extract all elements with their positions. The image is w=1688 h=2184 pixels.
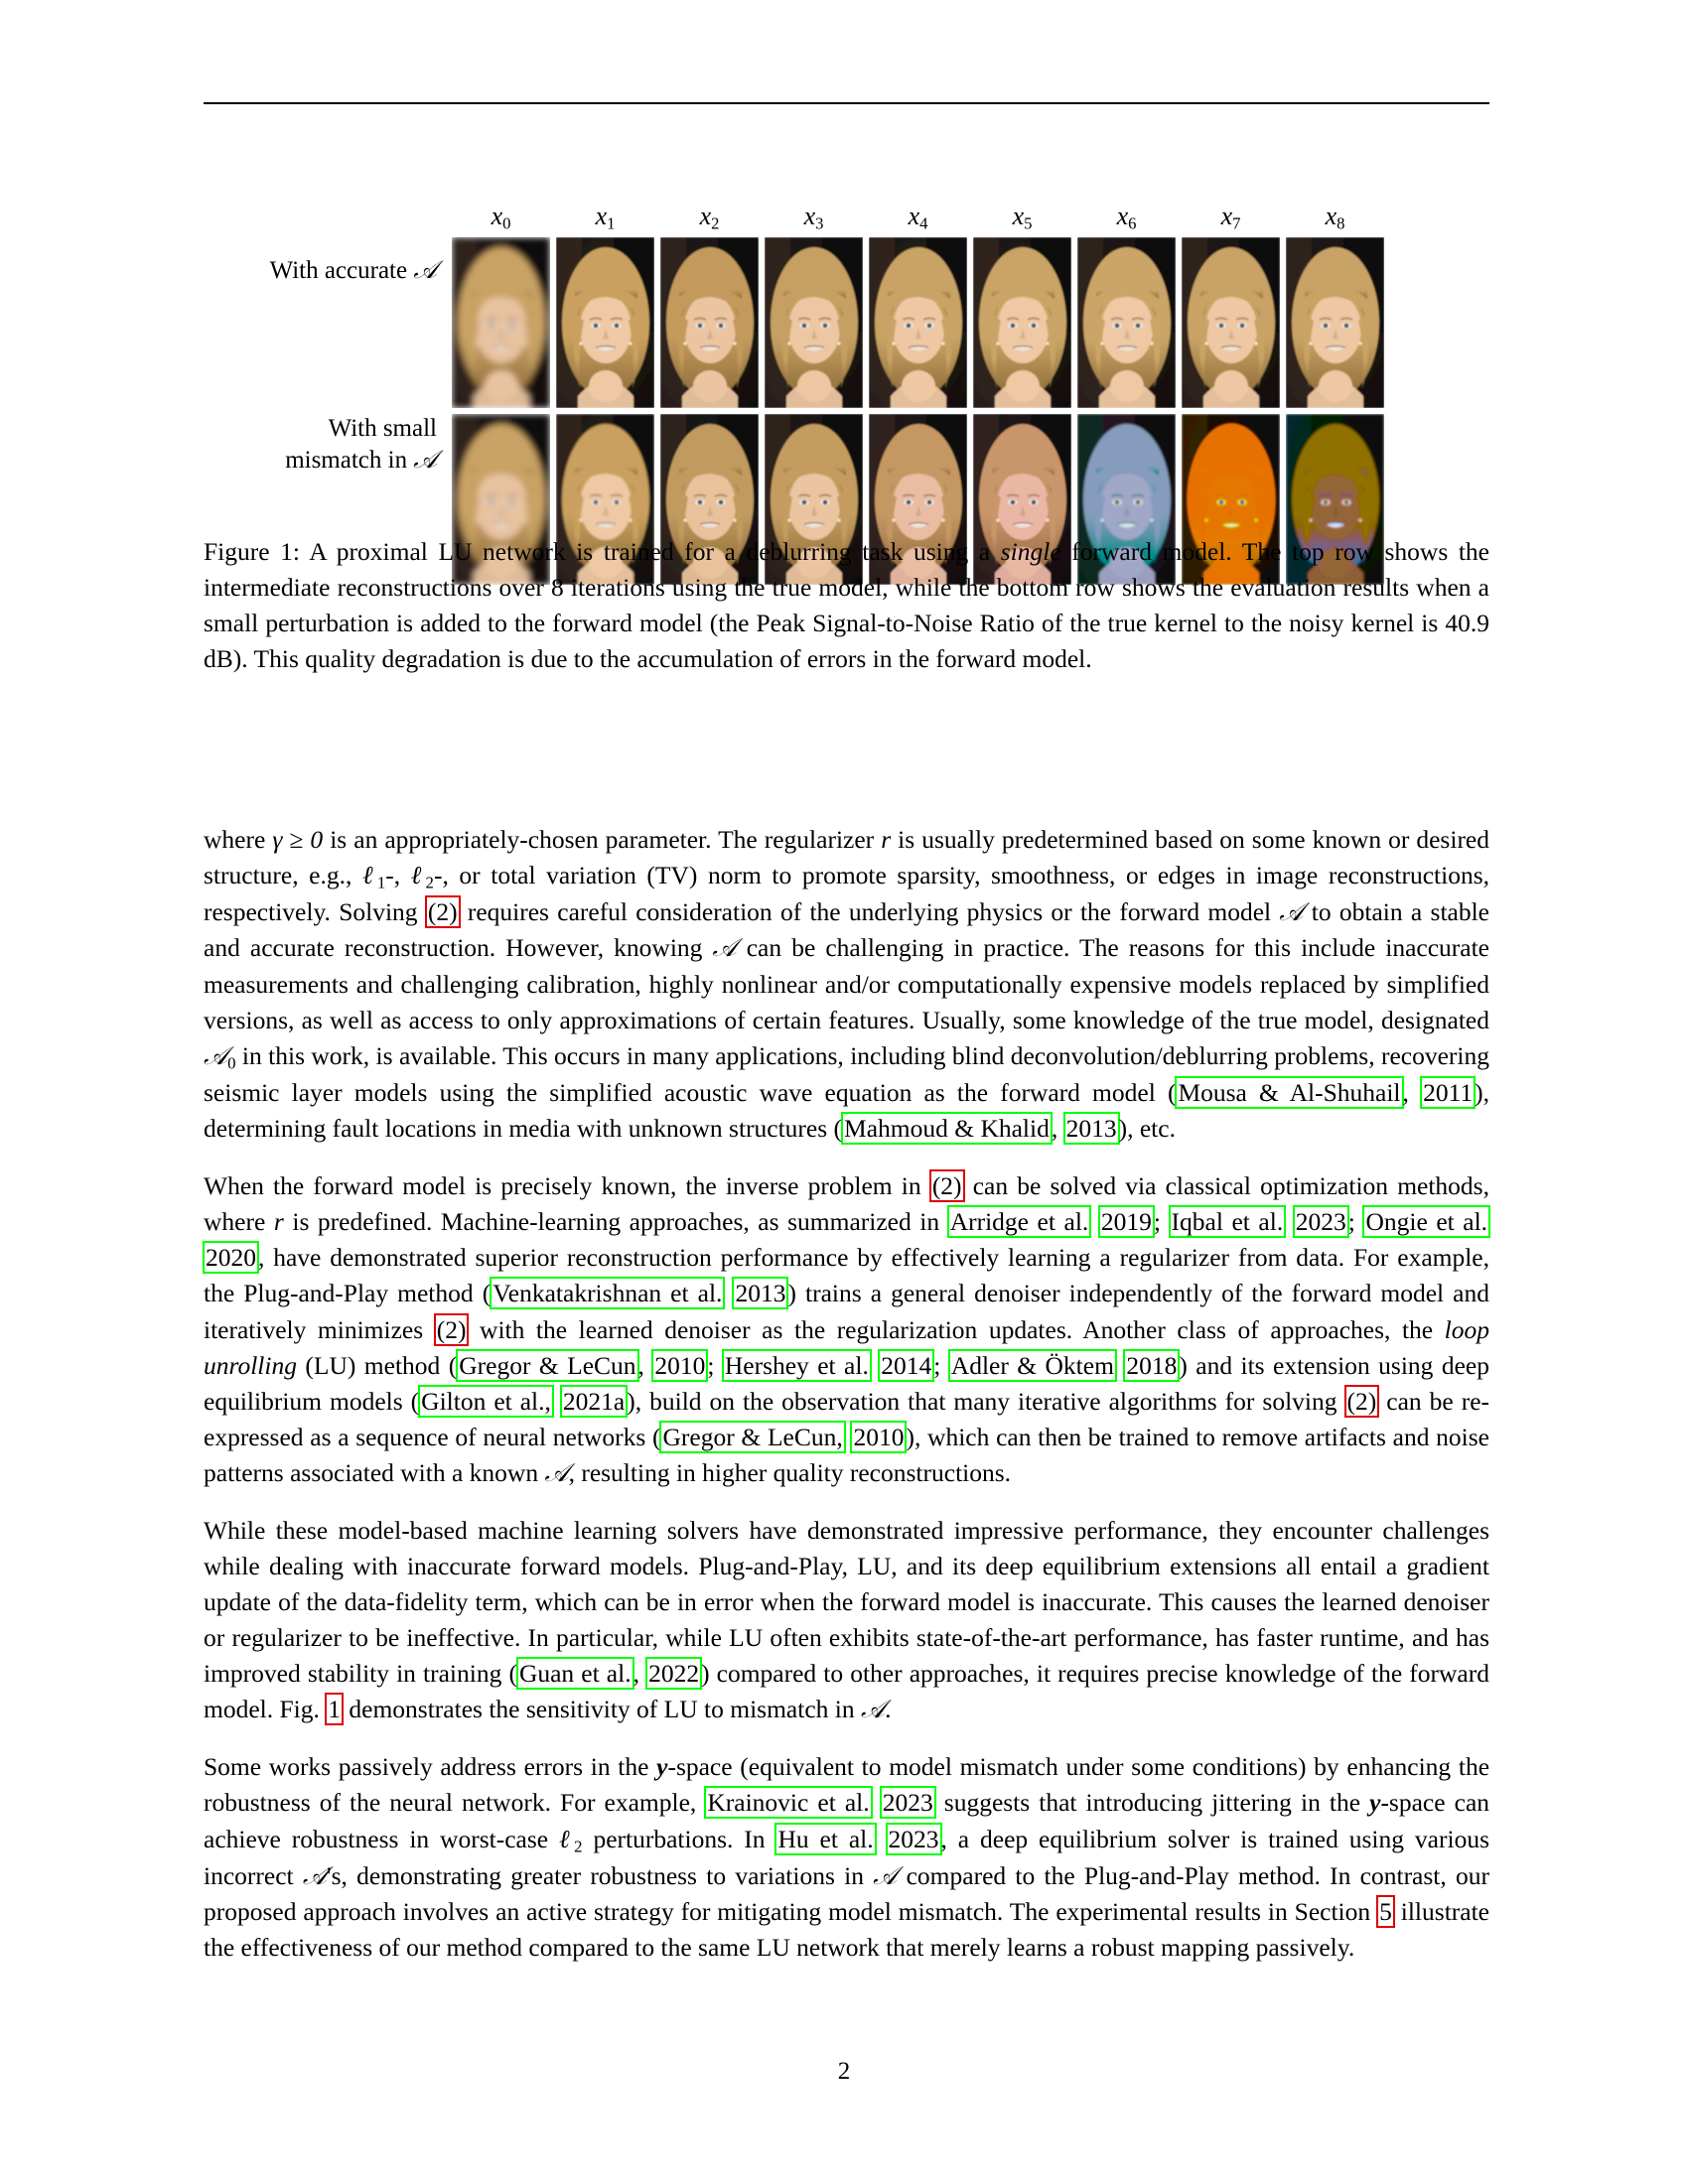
text-run: requires careful consideration of the underlying physics or the forward model <box>459 897 1280 927</box>
math-cal-A: 𝒜 <box>1279 897 1304 928</box>
text-run: ) compared to other approaches, it requires precise knowledge of the forward model. Fig. <box>204 1659 1489 1724</box>
figure-image-accurate-forward-model-row-x2 <box>660 237 759 408</box>
figure-ref-1[interactable]: 1 <box>325 1693 344 1725</box>
text-run: ; <box>707 1350 723 1380</box>
math-cal-A: 𝒜 <box>544 1457 569 1488</box>
row-label-accurate-text: With accurate <box>269 257 408 284</box>
accurate-forward-model-row <box>452 237 1390 408</box>
text-run: with the learned denoiser as the regularization updates. Another class of approaches, the <box>468 1314 1445 1344</box>
citation-hu-author[interactable]: Hu et al. <box>774 1823 876 1855</box>
text-run: ; <box>933 1350 949 1380</box>
text-run: is an appropriately-chosen parameter. The regularizer <box>323 825 882 854</box>
math-cal-A-zero: 𝒜 <box>204 1040 228 1071</box>
figure-column-label-x0: $x_0$ <box>491 202 511 233</box>
citation-iqbal-year[interactable]: 2023 <box>1293 1205 1349 1238</box>
figure-column-label-x5: $x_5$ <box>1012 202 1033 233</box>
figure-image-accurate-forward-model-row-x1 <box>556 237 654 408</box>
math-cal-A-zero-subscript: 0 <box>227 1053 236 1073</box>
math-y: y <box>656 1752 668 1782</box>
figure-caption-part1: A proximal LU network is trained for a deblurring task using a <box>300 537 1001 566</box>
body-text <box>204 822 1489 1966</box>
math-ell-1-subscript: 1 <box>376 873 386 892</box>
citation-krainovic-author[interactable]: Krainovic et al. <box>704 1786 872 1819</box>
figure-image-accurate-forward-model-row-x7 <box>1182 237 1280 408</box>
citation-iqbal-author[interactable]: Iqbal et al. <box>1169 1205 1287 1238</box>
figure-1 <box>204 204 1489 591</box>
figure-row-label-accurate <box>204 255 437 287</box>
math-cal-A: 𝒜 <box>302 1860 327 1891</box>
math-cal-A: 𝒜 <box>860 1695 886 1725</box>
math-r: r <box>881 825 892 854</box>
citation-guan-year[interactable]: 2022 <box>645 1657 702 1690</box>
citation-gregor-lecun-author[interactable]: Gregor & LeCun <box>456 1349 638 1382</box>
citation-guan-author[interactable]: Guan et al. <box>516 1657 634 1690</box>
text-run: can be solved via classical optimization methods, where <box>204 1171 1489 1237</box>
figure-image-accurate-forward-model-row-x8 <box>1286 237 1384 408</box>
text-run: ), which can then be trained to remove artifacts and noise patterns associated with a known <box>204 1422 1489 1487</box>
text-run: While these model-based machine learning solvers have demonstrated impressive performance, they encounter challenges while dealing with inaccurate forward models. Plug-and-Play, LU, and its deep equilibrium extensions all entail a gradient update of the data-fidelity term, which can be in error when the forward model is inaccurate. This causes the learned denoiser or regularizer to be ineffective. In particular, while LU often exhibits state-of-the-art performance, has faster runtime, and has improved stability in training ( <box>204 1515 1489 1689</box>
citation-arridge-year[interactable]: 2019 <box>1098 1205 1155 1238</box>
emphasis-loop-unrolling: loop unrolling <box>204 1314 1490 1380</box>
figure-caption-emph: single <box>1000 537 1061 566</box>
text-run: ), build on the observation that many iterative algorithms for solving <box>627 1386 1345 1416</box>
text-run: perturbations. In <box>582 1824 776 1853</box>
text-run: , resulting in higher quality reconstructions. <box>568 1457 1012 1487</box>
citation-krainovic-year[interactable]: 2023 <box>880 1786 936 1819</box>
text-run: -space (equivalent to model mismatch under some conditions) by enhancing the robustness of the neural network. For example, <box>204 1752 1490 1818</box>
text-run: (LU) method ( <box>296 1350 458 1380</box>
math-ell-1: ℓ <box>361 861 377 890</box>
text-run: When the forward model is precisely known, the inverse problem in <box>204 1171 930 1201</box>
figure-column-label-x3: $x_3$ <box>803 202 824 233</box>
figure-column-label-x6: $x_6$ <box>1116 202 1137 233</box>
text-run: , a deep equilibrium solver is trained using various incorrect <box>204 1824 1489 1890</box>
text-run: illustrate the effectiveness of our method compared to the same LU network that merely learns a robust mapping passively. <box>204 1896 1489 1963</box>
row-label-mismatch-line1: With small <box>328 415 437 442</box>
page-number: 2 <box>837 2058 851 2085</box>
citation-adler-oktem-author[interactable]: Adler & Öktem <box>948 1349 1117 1382</box>
citation-gilton-year[interactable]: 2021a <box>560 1385 628 1418</box>
figure-caption-part2: forward model. The top row shows the intermediate reconstructions over 8 iterations using the true model, while the bottom row shows the evaluation results when a small perturbation is added to the forward model (the Peak Signal-to-Noise Ratio of the true kernel to the noisy kernel is 40.9 dB). This quality degradation is due to the accumulation of errors in the forward model. <box>204 537 1489 674</box>
row-label-mismatch-line2: mismatch in <box>285 446 408 474</box>
citation-gregor-lecun-year[interactable]: 2010 <box>651 1349 708 1382</box>
figure-caption-label: Figure 1: <box>204 537 301 566</box>
text-run: -, <box>385 861 411 890</box>
caligraphic-A-icon: 𝒜 <box>413 255 437 284</box>
figure-column-labels <box>452 204 1390 232</box>
text-run: ), etc. <box>1118 1114 1176 1144</box>
text-run: -, or total variation (TV) norm to promote sparsity, smoothness, or edges in image reconstructions, respectively. Solving <box>204 861 1489 927</box>
figure-image-accurate-forward-model-row-x4 <box>869 237 967 408</box>
paragraph-1: where γ ≥ 0 is an appropriately-chosen parameter. The regularizer r is usually predetermined based on some known or desired structure, e.g., ℓ$_1$-, ℓ$_2$-, or total variation (TV) norm to promote sparsity, smoothness, or edges in image reconstructions, respectively. Solving (2) requires careful consideration of the underlying physics or the forward model 𝒜 to obtain a stable and accurate reconstruction. However, knowing 𝒜 can be challenging in practice. The reasons for this include inaccurate measurements and challenging calibration, highly nonlinear and/or computationally expensive models replaced by simplified versions, as well as access to only approximations of certain features. Usually, some knowledge of the true model, designated 𝒜$_0$ in this work, is available. This occurs in many applications, including blind deconvolution/deblurring problems, recovering seismic layer models using the simplified acoustic wave equation as the forward model (Mousa & Al-Shuhail, 2011), determining fault locations in media with unknown structures (Mahmoud & Khalid, 2013), etc. <box>204 825 1490 1144</box>
text-run: ; <box>1153 1207 1170 1237</box>
text-run: ) trains a general denoiser independently of the forward model and iteratively minimizes <box>204 1279 1489 1344</box>
citation-mousa-alshuhail-year[interactable]: 2011 <box>1420 1076 1476 1109</box>
text-run: can be challenging in practice. The reasons for this include inaccurate measurements and challenging calibration, highly nonlinear and/or computationally expensive models replaced by simplified versions, as well as access to only approximations of certain features. Usually, some knowledge of the true model, designated <box>204 933 1489 1034</box>
equation-ref-2[interactable]: (2) <box>929 1169 965 1202</box>
figure-caption <box>204 534 1489 677</box>
figure-row-label-mismatch <box>204 414 437 476</box>
text-run: suggests that introducing jittering in the <box>934 1788 1370 1818</box>
citation-gregor-lecun-2-year[interactable]: 2010 <box>850 1421 907 1453</box>
text-run: 's, demonstrating greater robustness to variations in <box>327 1860 874 1890</box>
figure-column-label-x7: $x_7$ <box>1220 202 1241 233</box>
text-run: -space can achieve robustness in worst-case <box>204 1788 1490 1853</box>
text-run: ) and its extension using deep equilibrium models ( <box>204 1350 1489 1416</box>
text-run: Some works passively address errors in the <box>204 1752 657 1782</box>
section-ref-5[interactable]: 5 <box>1376 1895 1395 1928</box>
text-run: is predefined. Machine-learning approaches, as summarized in <box>283 1207 948 1237</box>
header-rule <box>204 102 1489 104</box>
citation-mousa-alshuhail-author[interactable]: Mousa & Al-Shuhail <box>1175 1076 1403 1109</box>
citation-ongie-year[interactable]: 2020 <box>203 1241 259 1274</box>
equation-ref-2[interactable]: (2) <box>425 895 461 928</box>
figure-column-label-x8: $x_8$ <box>1325 202 1345 233</box>
math-ell-2-subscript: 2 <box>574 1837 583 1856</box>
citation-gregor-lecun-2-author[interactable]: Gregor & LeCun, <box>659 1421 845 1453</box>
figure-column-label-x2: $x_2$ <box>699 202 720 233</box>
figure-image-accurate-forward-model-row-x5 <box>973 237 1071 408</box>
math-cal-A: 𝒜 <box>712 933 737 964</box>
paragraph-2: When the forward model is precisely known, the inverse problem in (2) can be solved via classical optimization methods, where r is predefined. Machine-learning approaches, as summarized in Arridge et al. 2019; Iqbal et al. 2023; Ongie et al. 2020, have demonstrated superior reconstruction performance by effectively learning a regularizer from data. For example, the Plug-and-Play method (Venkatakrishnan et al. 2013) trains a general denoiser independently of the forward model and iteratively minimizes (2) with the learned denoiser as the regularization updates. Another class of approaches, the loop unrolling (LU) method (Gregor & LeCun, 2010; Hershey et al. 2014; Adler & Öktem 2018) and its extension using deep equilibrium models (Gilton et al., 2021a), build on the observation that many iterative algorithms for solving (2) can be re-expressed as a sequence of neural networks (Gregor & LeCun, 2010), which can then be trained to remove artifacts and noise patterns associated with a known 𝒜, resulting in higher quality reconstructions. <box>204 1171 1490 1488</box>
citation-venkatakrishnan-author[interactable]: Venkatakrishnan et al. <box>490 1277 725 1309</box>
citation-ongie-author[interactable]: Ongie et al. <box>1362 1205 1490 1238</box>
caligraphic-A-icon: 𝒜 <box>413 444 437 474</box>
figure-column-label-x1: $x_1$ <box>595 202 616 233</box>
paragraph-3: While these model-based machine learning solvers have demonstrated impressive performance, they encounter challenges while dealing with inaccurate forward models. Plug-and-Play, LU, and its deep equilibrium extensions all entail a gradient update of the data-fidelity term, which can be in error when the forward model is inaccurate. This causes the learned denoiser or regularizer to be ineffective. In particular, while LU often exhibits state-of-the-art performance, has faster runtime, and has improved stability in training (Guan et al., 2022) compared to other approaches, it requires precise knowledge of the forward model. Fig. 1 demonstrates the sensitivity of LU to mismatch in 𝒜. <box>204 1515 1489 1725</box>
math-r: r <box>273 1207 284 1237</box>
math-cal-A: 𝒜 <box>873 1860 898 1891</box>
math-ell-2: ℓ <box>410 861 426 890</box>
paragraph-4 <box>204 1749 1489 1966</box>
text-run: where <box>204 825 273 854</box>
equation-ref-2[interactable]: (2) <box>434 1313 470 1346</box>
text-run: in this work, is available. This occurs in many applications, including blind deconvolution/deblurring problems, recovering seismic layer models using the simplified acoustic wave equation as the forward model ( <box>204 1040 1489 1108</box>
citation-mahmoud-khalid-year[interactable]: 2013 <box>1063 1112 1120 1145</box>
figure-image-accurate-forward-model-row-x6 <box>1077 237 1176 408</box>
citation-mahmoud-khalid-author[interactable]: Mahmoud & Khalid <box>841 1112 1053 1145</box>
text-run: ), determining fault locations in media with unknown structures ( <box>204 1078 1489 1144</box>
text-run: is usually predetermined based on some known or desired structure, e.g., <box>204 825 1490 890</box>
text-run: demonstrates the sensitivity of LU to mismatch in <box>343 1695 861 1724</box>
math-ell-2-subscript: 2 <box>425 873 434 892</box>
text-run: , have demonstrated superior reconstruction performance by effectively learning a regularizer from data. For example, the Plug-and-Play method ( <box>204 1243 1489 1308</box>
text-run: ; <box>1347 1207 1364 1237</box>
citation-hu-year[interactable]: 2023 <box>886 1823 942 1855</box>
citation-gilton-author[interactable]: Gilton et al., <box>418 1385 554 1418</box>
citation-adler-oktem-year[interactable]: 2018 <box>1123 1349 1180 1382</box>
figure-image-accurate-forward-model-row-x3 <box>765 237 863 408</box>
math-y: y <box>1369 1788 1381 1818</box>
figure-image-grid <box>452 204 1390 585</box>
text-run: . <box>885 1695 892 1724</box>
equation-ref-2[interactable]: (2) <box>1344 1385 1380 1418</box>
text-run: compared to the Plug-and-Play method. In contrast, our proposed approach involves an active strategy for mitigating model mismatch. The experimental results in Section <box>204 1860 1490 1926</box>
figure-image-accurate-forward-model-row-x0 <box>452 237 550 408</box>
citation-arridge-author[interactable]: Arridge et al. <box>947 1205 1092 1238</box>
math-ell-2: ℓ <box>559 1824 575 1853</box>
text-run: to obtain a stable and accurate reconstruction. However, knowing <box>204 897 1489 963</box>
citation-hershey-author[interactable]: Hershey et al. <box>722 1349 872 1382</box>
text-run: can be re-expressed as a sequence of neural networks ( <box>204 1386 1490 1451</box>
figure-column-label-x4: $x_4$ <box>908 202 928 233</box>
math-gamma: γ ≥ 0 <box>272 825 324 854</box>
citation-hershey-year[interactable]: 2014 <box>878 1349 934 1382</box>
citation-venkatakrishnan-year[interactable]: 2013 <box>732 1277 788 1309</box>
